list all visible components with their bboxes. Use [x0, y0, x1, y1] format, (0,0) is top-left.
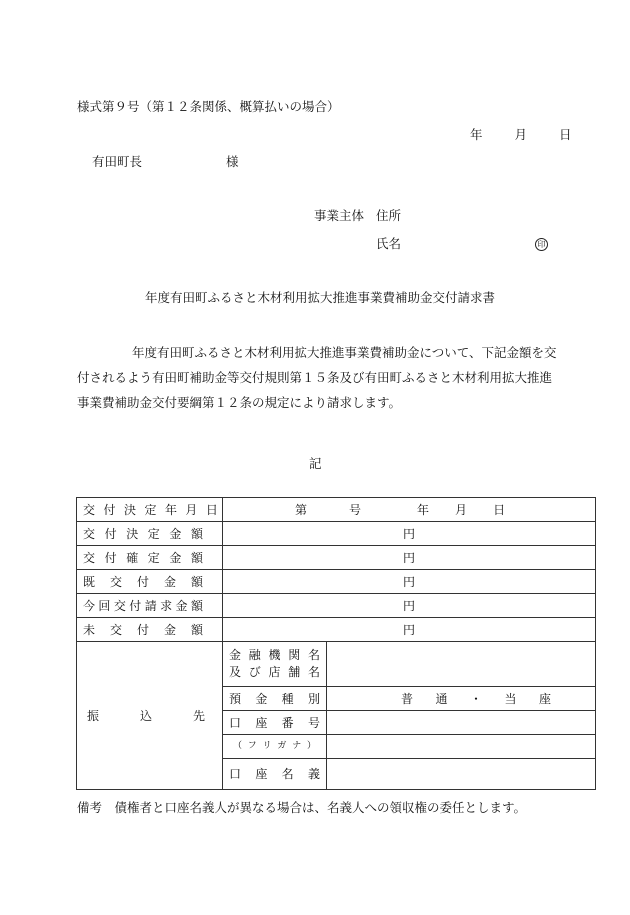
bank-name-label	[223, 642, 327, 687]
note: 備考 債権者と口座名義人が異なる場合は、名義人への領収権の委任とします。	[77, 800, 527, 815]
label-char: 通	[435, 691, 448, 706]
label-char: ）	[306, 741, 316, 751]
label-char: 定	[147, 526, 160, 541]
addressee-sama: 様	[226, 154, 239, 169]
label-char: 年	[164, 502, 177, 517]
label-char: （	[233, 741, 243, 751]
label-char: 定	[144, 502, 157, 517]
label-char: 定	[147, 550, 160, 565]
account-number-value	[327, 711, 596, 735]
label-char: 額	[190, 598, 203, 613]
amount-value: 円	[223, 618, 596, 642]
addressee: 有田町長	[92, 154, 143, 169]
body-line-1: 年度有田町ふるさと木材利用拡大推進事業費補助金について、下記金額を交	[132, 345, 557, 360]
label-char: 付	[103, 502, 116, 517]
decision-date-value: 第 号 年 月 日	[223, 498, 596, 522]
label-char: 既	[83, 574, 96, 589]
amount-value: 円	[223, 570, 596, 594]
table-row	[77, 546, 596, 570]
bank-name-value	[327, 642, 596, 687]
label-char: 付	[104, 526, 117, 541]
request-table	[76, 497, 596, 790]
label-char: 交	[113, 598, 126, 613]
label-char: 月	[185, 502, 198, 517]
label-char: 号	[307, 715, 320, 730]
label-char: 交	[109, 574, 122, 589]
row-label	[77, 498, 223, 522]
furigana-value	[327, 735, 596, 759]
amount-value: 円	[223, 522, 596, 546]
label-char: ガ	[277, 741, 287, 751]
label-char: 金	[163, 622, 176, 637]
label-char: 振	[87, 708, 100, 723]
label-char: 先	[192, 708, 205, 723]
table-row	[77, 594, 596, 618]
label-char: 額	[190, 622, 203, 637]
label-char: 名	[307, 648, 320, 662]
label-char: 関	[288, 648, 301, 662]
amount-value: 円	[223, 546, 596, 570]
label-char: 座	[538, 691, 551, 706]
amount-value: 円	[223, 594, 596, 618]
label-char: 当	[504, 691, 517, 706]
date-month: 月	[514, 127, 528, 142]
label-char: 交	[83, 502, 96, 517]
label-char: 店	[268, 665, 281, 679]
label-char: 金	[163, 574, 176, 589]
address-label: 住所	[376, 208, 402, 223]
label-char: 種	[281, 691, 294, 706]
label-char: 預	[229, 691, 242, 706]
label-char: ナ	[292, 741, 302, 751]
label-char: 確	[126, 550, 139, 565]
label-char: ・	[469, 691, 482, 706]
table-row	[77, 570, 596, 594]
label-char: 付	[129, 598, 142, 613]
label-char: 交	[83, 550, 96, 565]
label-char: 求	[160, 598, 173, 613]
form-number: 様式第９号（第１２条関係、概算払いの場合）	[77, 99, 340, 114]
table-row	[77, 498, 596, 522]
table-row	[77, 522, 596, 546]
label-char: 付	[136, 622, 149, 637]
request-body	[77, 340, 577, 415]
label-char: 決	[126, 526, 139, 541]
label-char: 番	[281, 715, 294, 730]
table-row	[77, 642, 596, 687]
label-char: 付	[104, 550, 117, 565]
label-char: 舗	[288, 665, 301, 679]
label-char: 融	[248, 648, 261, 662]
label-char: 決	[123, 502, 136, 517]
label-char: 機	[268, 648, 281, 662]
body-line-3: 事業費補助金交付要綱第１２条の規定により請求します。	[77, 395, 402, 410]
seal-mark	[535, 237, 548, 251]
label-char: 金	[229, 648, 242, 662]
account-type-value	[327, 687, 596, 711]
label-char: 金	[255, 691, 268, 706]
label-char: 及	[229, 665, 242, 679]
label-char: 普	[401, 691, 414, 706]
document-title: 年度有田町ふるさと木材利用拡大推進事業費補助金交付請求書	[145, 290, 496, 305]
label-char: 義	[307, 767, 320, 781]
label-char: 未	[83, 622, 96, 637]
date-year: 年	[470, 127, 483, 142]
body-line-2: 付されるよう有田町補助金等交付規則第１５条及び有田町ふるさと木材利用拡大推進	[77, 370, 553, 385]
label-char: 日	[205, 502, 218, 517]
label-char: 座	[255, 767, 268, 781]
label-char: 金	[169, 550, 182, 565]
label-char: 込	[139, 708, 152, 723]
date-line	[470, 129, 572, 142]
name-label: 氏名	[376, 236, 402, 251]
label-char: 金	[175, 598, 188, 613]
label-char: 交	[109, 622, 122, 637]
label-char: 額	[190, 526, 203, 541]
date-day: 日	[559, 127, 572, 142]
table-row	[77, 618, 596, 642]
label-char: 交	[83, 526, 96, 541]
label-char: び	[248, 665, 261, 679]
seal-icon: 印	[535, 238, 548, 251]
label-char: 別	[307, 691, 320, 706]
label-char: 今	[83, 598, 96, 613]
label-char: 口	[229, 715, 242, 730]
label-char: 名	[281, 767, 294, 781]
entity-label: 事業主体	[314, 208, 365, 223]
label-char: 座	[255, 715, 268, 730]
label-char: 金	[169, 526, 182, 541]
furikomi-label	[77, 642, 223, 790]
label-char: リ	[262, 741, 272, 751]
label-char: フ	[247, 741, 257, 751]
label-char: 額	[190, 574, 203, 589]
label-char: 付	[136, 574, 149, 589]
label-char: 口	[229, 767, 242, 781]
label-char: 請	[144, 598, 157, 613]
account-holder-value	[327, 759, 596, 790]
label-char: 額	[190, 550, 203, 565]
ki-heading: 記	[309, 456, 322, 471]
label-char: 回	[98, 598, 111, 613]
label-char: 名	[307, 665, 320, 679]
